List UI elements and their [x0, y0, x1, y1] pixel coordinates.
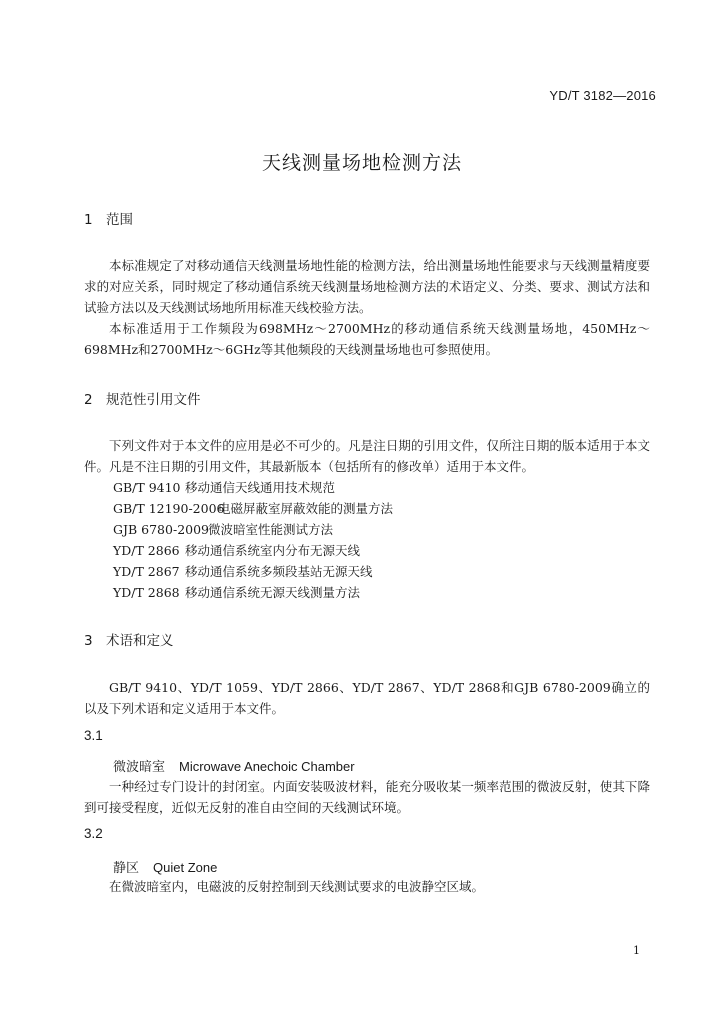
term-en: Quiet Zone	[153, 860, 218, 875]
reference-title: 移动通信系统多频段基站无源天线	[185, 564, 373, 579]
reference-code: GB/T 9410	[113, 480, 181, 495]
section-number: 2	[84, 392, 93, 408]
section-2-heading	[84, 388, 201, 408]
paragraph: 本标准适用于工作频段为698MHz～2700MHz的移动通信系统天线测量场地，450MHz～698MHz和2700MHz～6GHz等其他频段的天线测量场地也可参照使用。	[84, 321, 650, 357]
term-zh: 静区	[113, 861, 140, 876]
paragraph: GB/T 9410、YD/T 1059、YD/T 2866、YD/T 2867、YD/T 2868和GJB 6780-2009确立的以及下列术语和定义适用于本文件。	[84, 680, 650, 716]
reference-item	[113, 540, 393, 561]
reference-code: YD/T 2868	[113, 585, 180, 600]
reference-item	[113, 477, 393, 498]
reference-item	[113, 498, 393, 519]
paragraph: 下列文件对于本文件的应用是必不可少的。凡是注日期的引用文件，仅所注日期的版本适用于本文件。凡是不注日期的引用文件，其最新版本（包括所有的修改单）适用于本文件。	[84, 438, 650, 474]
section-1-heading	[84, 208, 133, 228]
section-number: 3	[84, 633, 93, 649]
reference-code: GJB 6780-2009	[113, 522, 210, 537]
reference-item	[113, 561, 393, 582]
standard-number: YD/T 3182—2016	[549, 88, 656, 103]
section-number: 1	[84, 212, 93, 228]
section-title: 术语和定义	[106, 633, 174, 649]
paragraph: 一种经过专门设计的封闭室。内面安装吸波材料，能充分吸收某一频率范围的微波反射，使其下降到可接受程度，近似无反射的准自由空间的天线测试环境。	[84, 779, 650, 815]
term-heading	[113, 857, 217, 876]
section-3-intro	[84, 677, 650, 719]
paragraph: 本标准规定了对移动通信天线测量场地性能的检测方法，给出测量场地性能要求与天线测量精度要求的对应关系，同时规定了移动通信系统天线测量场地检测方法的术语定义、分类、要求、测试方法和试验方法以及天线测试场地所用标准天线校验方法。	[84, 258, 650, 315]
reference-item	[113, 582, 393, 603]
reference-list	[113, 477, 393, 603]
reference-title: 移动通信天线通用技术规范	[185, 480, 336, 495]
term-en: Microwave Anechoic Chamber	[179, 759, 355, 774]
term-zh: 微波暗室	[113, 760, 166, 775]
section-2-intro	[84, 435, 650, 477]
page-number: 1	[633, 944, 640, 957]
reference-title: 移动通信系统室内分布无源天线	[185, 543, 361, 558]
section-title: 范围	[106, 212, 133, 228]
document-title: 天线测量场地检测方法	[261, 152, 462, 174]
reference-title: 微波暗室性能测试方法	[208, 522, 334, 537]
reference-code: YD/T 2866	[113, 543, 180, 558]
reference-title: 移动通信系统无源天线测量方法	[185, 585, 361, 600]
term-number: 3.1	[84, 728, 103, 743]
paragraph: 在微波暗室内，电磁波的反射控制到天线测试要求的电波静空区域。	[109, 879, 485, 894]
section-3-heading	[84, 629, 174, 649]
term-definition	[84, 776, 650, 818]
section-title: 规范性引用文件	[106, 392, 201, 408]
reference-code: YD/T 2867	[113, 564, 180, 579]
reference-code: GB/T 12190-2006	[113, 501, 225, 516]
term-definition	[84, 876, 650, 897]
reference-title: 电磁屏蔽室屏蔽效能的测量方法	[218, 501, 394, 516]
section-1-body	[84, 255, 650, 360]
term-heading	[113, 756, 355, 775]
reference-item	[113, 519, 393, 540]
term-number: 3.2	[84, 826, 103, 841]
